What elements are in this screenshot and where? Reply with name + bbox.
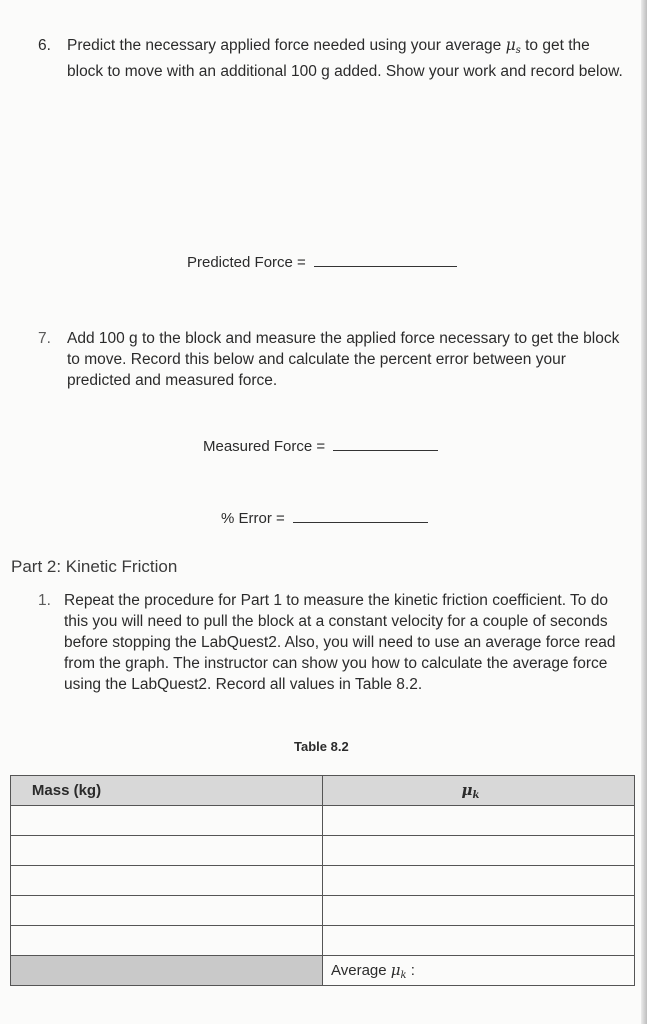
mass-cell[interactable] (11, 866, 323, 896)
predicted-force-blank[interactable] (314, 265, 457, 267)
mass-cell[interactable] (11, 806, 323, 836)
mass-header-label: Mass (kg) (31, 782, 102, 799)
mass-cell[interactable] (11, 926, 323, 956)
table-average-row (11, 956, 635, 986)
percent-error-label: % Error = (221, 510, 285, 527)
question-6-text-before: Predict the necessary applied force needed using your average (67, 37, 502, 54)
table-row (11, 926, 635, 956)
measured-force-blank[interactable] (333, 449, 438, 451)
measured-force-line (203, 438, 438, 455)
average-suffix: : (410, 961, 415, 979)
mu-k-cell[interactable] (323, 866, 635, 896)
question-6-text (67, 35, 627, 82)
table-row (11, 836, 635, 866)
page-edge-shadow (641, 0, 647, 1024)
average-mu-k-cell[interactable] (323, 956, 635, 986)
mu-s-symbol: $\mu_s$ (505, 36, 521, 56)
part-2-step-1-number: 1. (38, 592, 51, 609)
mu-k-cell[interactable] (323, 896, 635, 926)
question-6-number: 6. (38, 37, 51, 54)
average-mu-k-symbol: $\mu_k$ (390, 960, 407, 981)
mass-cell[interactable] (11, 836, 323, 866)
mu-k-header (323, 776, 635, 806)
mu-k-symbol: $\mu_k$ (461, 780, 480, 801)
question-7 (0, 328, 647, 398)
mass-cell[interactable] (11, 896, 323, 926)
question-7-text: Add 100 g to the block and measure the applied force necessary to get the block to move. Record this below and calculate the percent error between your predicted and measured force. (67, 330, 620, 389)
predicted-force-label: Predicted Force = (187, 254, 306, 271)
question-7-number: 7. (38, 330, 51, 347)
predicted-force-line (187, 254, 457, 271)
question-6 (0, 35, 647, 105)
table-row (11, 896, 635, 926)
part-2-title: Part 2: Kinetic Friction (11, 557, 178, 576)
table-caption: Table 8.2 (294, 739, 349, 754)
percent-error-line (221, 510, 428, 527)
average-row-shaded-cell (11, 956, 323, 986)
part-2-step-1 (0, 590, 647, 700)
part-2-step-1-text: Repeat the procedure for Part 1 to measure the kinetic friction coefficient. To do this you will need to pull the block at a constant velocity for a couple of seconds before stopping the LabQuest2. Also, you will need to use an average force read from the graph. The instructor can show you how to calculate the average force using the LabQuest2. Record all values in Table 8.2. (64, 592, 616, 693)
mass-header (11, 776, 323, 806)
table-row (11, 866, 635, 896)
table-row (11, 806, 635, 836)
mu-k-cell[interactable] (323, 836, 635, 866)
percent-error-blank[interactable] (293, 521, 428, 523)
mu-k-cell[interactable] (323, 806, 635, 836)
table-header-row (11, 776, 635, 806)
table-8-2 (10, 775, 635, 986)
average-label: Average (331, 961, 387, 979)
question-6-text-after: to get the block to move with an additional 100 g added. Show your work and record below. (67, 37, 623, 80)
mu-k-cell[interactable] (323, 926, 635, 956)
measured-force-label: Measured Force = (203, 438, 326, 455)
